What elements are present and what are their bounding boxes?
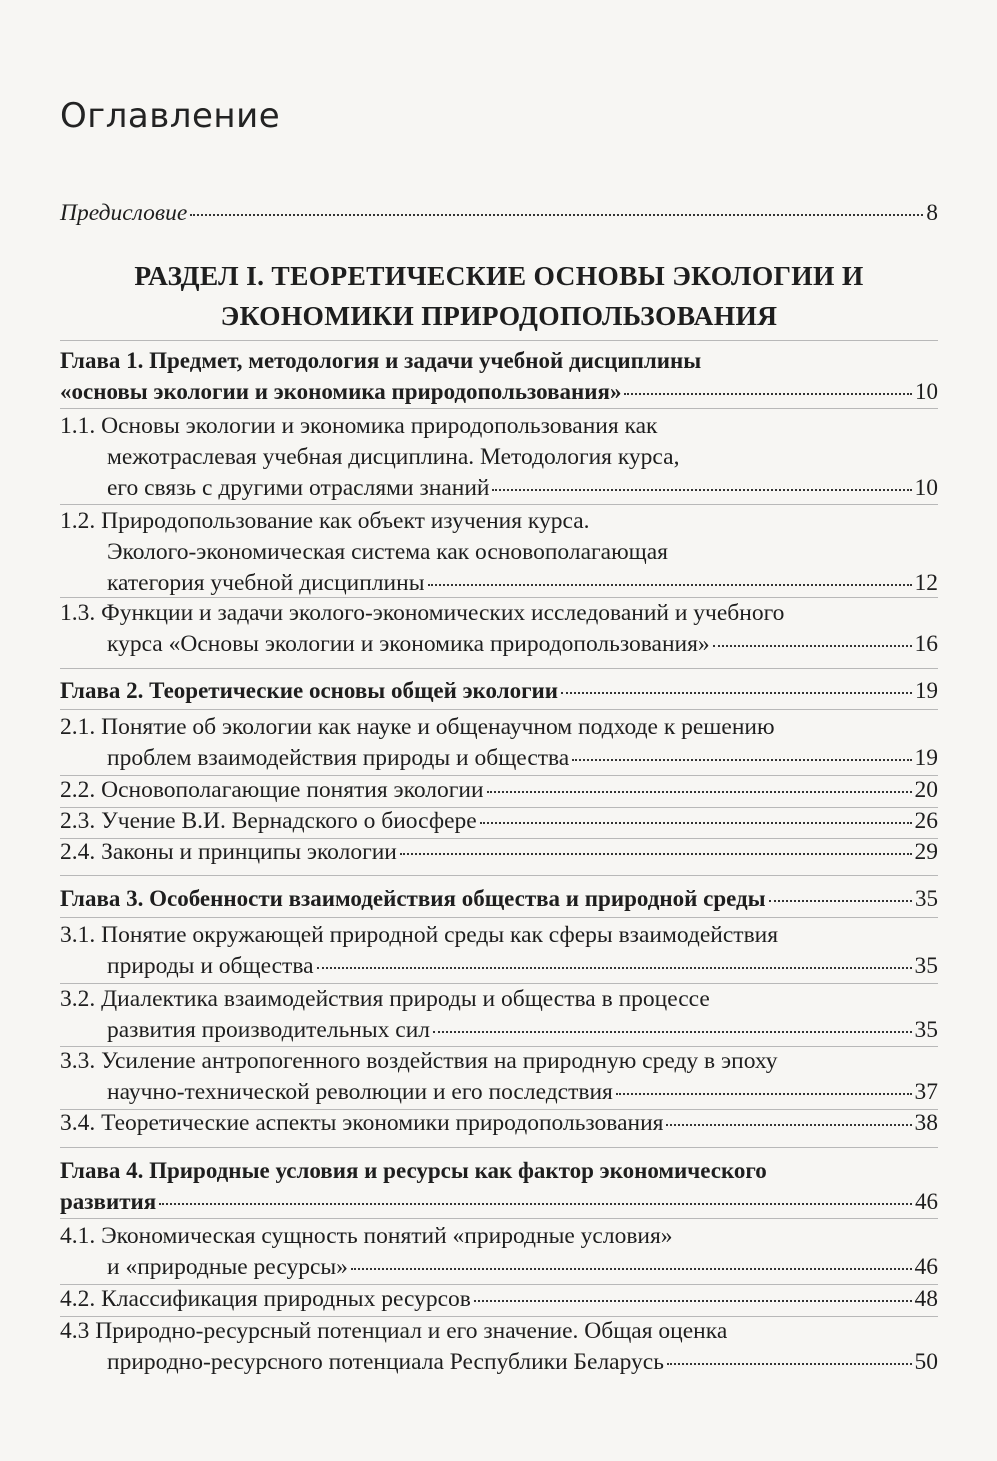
toc-subsection-3-3[interactable] <box>60 1046 938 1108</box>
toc-entry-label: 2.1. Понятие об экологии как науке и общенаучном подходе к решению <box>60 714 775 740</box>
toc-entry-label: 4.1. Экономическая сущность понятий «природные условия» <box>60 1223 673 1249</box>
leader-dots <box>616 1093 912 1095</box>
leader-dots <box>433 1031 911 1033</box>
page-title: Оглавление <box>60 96 281 136</box>
leader-dots <box>480 822 912 824</box>
toc-subsection-2-4[interactable] <box>60 837 938 868</box>
page-number: 46 <box>915 1189 938 1214</box>
leader-dots <box>624 393 912 395</box>
toc-entry-label: межотраслевая учебная дисциплина. Методология курса, <box>107 444 680 470</box>
leader-dots <box>428 584 912 586</box>
toc-entry-label: 3.3. Усиление антропогенного воздействия на природную среду в эпоху <box>60 1048 778 1074</box>
divider <box>60 1218 938 1219</box>
toc-entry-label: Глава 2. Теоретические основы общей экологии <box>60 678 559 703</box>
toc-subsection-2-3[interactable] <box>60 806 938 837</box>
leader-dots <box>351 1268 912 1270</box>
leader-dots <box>666 1124 911 1126</box>
toc-entry-label: Глава 1. Предмет, методология и задачи учебной дисциплины <box>60 348 702 373</box>
leader-dots <box>487 791 912 793</box>
toc-entry-label: Глава 4. Природные условия и ресурсы как фактор экономического <box>60 1158 767 1183</box>
toc-entry-label: 4.2. Классификация природных ресурсов <box>60 1286 471 1312</box>
page-number: 19 <box>915 678 938 703</box>
toc-subsection-3-4[interactable] <box>60 1108 938 1139</box>
page-number: 29 <box>914 839 938 865</box>
page-number: 16 <box>914 631 938 657</box>
toc-subsection-4-2[interactable] <box>60 1284 938 1315</box>
divider <box>60 340 938 341</box>
divider <box>60 917 938 918</box>
toc-entry-label: Предисловие <box>60 200 188 226</box>
toc-entry-label: 1.2. Природопользование как объект изучения курса. <box>60 508 590 534</box>
toc-entry-label: 3.1. Понятие окружающей природной среды как сферы взаимодействия <box>60 922 779 948</box>
section-title-line: ЭКОНОМИКИ ПРИРОДОПОЛЬЗОВАНИЯ <box>220 300 778 331</box>
toc-entry-label: проблем взаимодействия природы и общества <box>107 745 570 771</box>
toc-subsection-1-3[interactable] <box>60 598 938 660</box>
toc-chapter-1[interactable] <box>60 345 938 407</box>
toc-entry-label: природно-ресурсного потенциала Республики Беларусь <box>107 1349 664 1375</box>
toc-chapter-2[interactable] <box>60 675 938 706</box>
leader-dots <box>159 1203 912 1205</box>
leader-dots <box>667 1363 912 1365</box>
leader-dots <box>561 692 912 694</box>
page-number: 10 <box>915 379 938 404</box>
toc-entry-label: 2.3. Учение В.И. Вернадского о биосфере <box>60 808 477 834</box>
page-number: 35 <box>914 953 938 979</box>
toc-chapter-4[interactable] <box>60 1155 938 1217</box>
divider <box>60 1147 938 1148</box>
toc-entry-label: 3.4. Теоретические аспекты экономики природопользования <box>60 1110 664 1136</box>
toc-entry-label: научно-технической революции и его последствия <box>107 1079 613 1105</box>
toc-entry-label: природы и общества <box>107 953 314 979</box>
divider <box>60 709 938 710</box>
toc-entry-label: категория учебной дисциплины <box>107 570 425 596</box>
section-title <box>60 256 938 336</box>
toc-entry-label: 2.4. Законы и принципы экологии <box>60 839 397 865</box>
toc-entry-label: «основы экологии и экономика природопользования» <box>60 379 622 404</box>
toc-entry-label: 2.2. Основополагающие понятия экологии <box>60 777 484 803</box>
page-number: 38 <box>914 1110 938 1136</box>
page-number: 26 <box>914 808 938 834</box>
toc-entry-label: развития <box>60 1189 157 1214</box>
toc-entry-label: развития производительных сил <box>107 1017 431 1043</box>
page-number: 37 <box>914 1079 938 1105</box>
toc-subsection-3-2[interactable] <box>60 984 938 1046</box>
page-number: 50 <box>914 1349 938 1375</box>
leader-dots <box>190 214 923 216</box>
toc-entry-label: Глава 3. Особенности взаимодействия общества и природной среды <box>60 886 766 911</box>
divider <box>60 408 938 409</box>
page-number: 12 <box>914 570 938 596</box>
leader-dots <box>317 967 912 969</box>
toc-subsection-2-1[interactable] <box>60 712 938 774</box>
leader-dots <box>572 759 911 761</box>
page-number: 19 <box>914 745 938 771</box>
page-number: 20 <box>914 777 938 803</box>
page-number: 10 <box>914 475 938 501</box>
toc-entry-label: 1.3. Функции и задачи эколого-экономических исследований и учебного <box>60 600 785 626</box>
leader-dots <box>474 1300 912 1302</box>
toc-subsection-1-1[interactable] <box>60 411 938 504</box>
divider <box>60 875 938 876</box>
page-number: 35 <box>915 886 938 911</box>
toc-entry-preface[interactable] <box>60 198 938 229</box>
page-number: 48 <box>914 1286 938 1312</box>
toc-subsection-4-1[interactable] <box>60 1221 938 1283</box>
page-number: 46 <box>914 1254 938 1280</box>
toc-entry-label: и «природные ресурсы» <box>107 1254 348 1280</box>
leader-dots <box>769 900 912 902</box>
toc-entry-label: курса «Основы экологии и экономика природопользования» <box>107 631 710 657</box>
toc-chapter-3[interactable] <box>60 883 938 914</box>
page-number: 8 <box>926 200 938 226</box>
divider <box>60 504 938 505</box>
leader-dots <box>400 853 912 855</box>
toc-entry-label: 4.3 Природно-ресурсный потенциал и его значение. Общая оценка <box>60 1318 728 1344</box>
toc-subsection-3-1[interactable] <box>60 920 938 982</box>
toc-entry-label: Эколого-экономическая система как основополагающая <box>107 539 668 565</box>
divider <box>60 668 938 669</box>
page-number: 35 <box>914 1017 938 1043</box>
toc-entry-label: 3.2. Диалектика взаимодействия природы и общества в процессе <box>60 986 710 1012</box>
toc-subsection-4-3[interactable] <box>60 1316 938 1378</box>
section-title-line: РАЗДЕЛ I. ТЕОРЕТИЧЕСКИЕ ОСНОВЫ ЭКОЛОГИИ И <box>134 260 864 291</box>
toc-subsection-1-2[interactable] <box>60 506 938 599</box>
toc-entry-label: 1.1. Основы экологии и экономика природопользования как <box>60 413 658 439</box>
toc-entry-label: его связь с другими отраслями знаний <box>107 475 490 501</box>
leader-dots <box>713 645 912 647</box>
leader-dots <box>492 489 911 491</box>
toc-subsection-2-2[interactable] <box>60 775 938 806</box>
